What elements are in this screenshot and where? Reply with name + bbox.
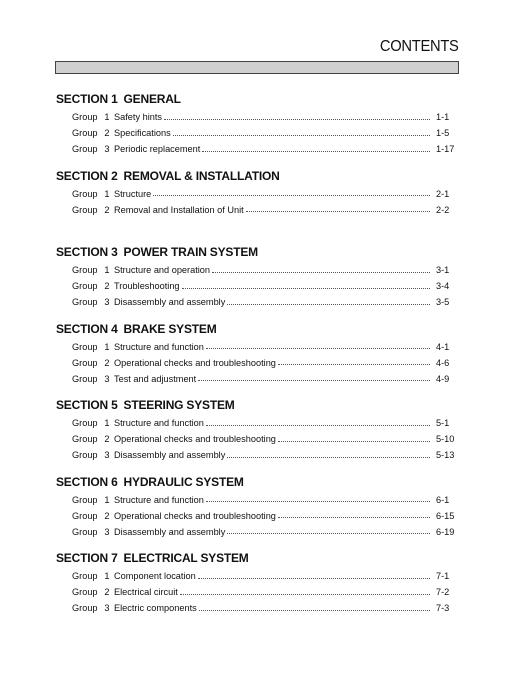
entry-title: Test and adjustment (114, 373, 197, 384)
page-number: 7-2 (436, 587, 450, 597)
group-label (72, 600, 114, 616)
group-label (72, 508, 114, 524)
toc-section (56, 168, 456, 245)
page-number: 6-15 (436, 510, 455, 521)
group-word: Group (72, 281, 98, 291)
entry-title: Structure and function (114, 341, 204, 352)
group-number: 1 (104, 341, 110, 352)
group-number: 1 (104, 494, 110, 505)
group-label (72, 339, 114, 355)
group-label (72, 355, 114, 371)
entry-title: Safety hints (114, 112, 163, 122)
group-label (72, 262, 114, 278)
group-label (72, 294, 114, 310)
group-word: Group (72, 510, 98, 521)
page-number: 6-1 (436, 494, 450, 505)
group-number: 1 (104, 418, 110, 428)
entry-title: Structure and function (114, 494, 204, 505)
section-heading (56, 91, 456, 108)
group-label (72, 415, 114, 431)
toc-entry[interactable] (56, 125, 456, 141)
group-word: Group (72, 587, 98, 597)
section-name: STEERING SYSTEM (123, 398, 235, 412)
dot-leader (198, 380, 430, 381)
group-word: Group (72, 265, 98, 275)
group-label (72, 524, 114, 540)
group-word: Group (72, 128, 98, 138)
group-number: 2 (104, 357, 110, 368)
dot-leader (227, 457, 430, 458)
page-number: 1-5 (436, 128, 450, 138)
page-number: 7-3 (436, 603, 450, 613)
group-word: Group (72, 526, 98, 537)
page-title: CONTENTS (380, 38, 459, 55)
dot-leader (206, 348, 430, 349)
entry-title: Electric components (114, 603, 197, 613)
dot-leader (153, 195, 430, 196)
toc-section (56, 321, 456, 398)
group-number: 2 (104, 128, 110, 138)
group-number: 3 (104, 526, 110, 537)
entry-title: Structure and operation (114, 265, 211, 275)
toc-entry[interactable] (56, 186, 456, 202)
group-word: Group (72, 603, 98, 613)
section-label: SECTION 2 (56, 168, 118, 183)
page-number: 7-1 (436, 571, 450, 581)
group-label (72, 431, 114, 447)
group-label (72, 492, 114, 508)
dot-leader (278, 517, 430, 518)
group-number: 2 (104, 510, 110, 521)
section-entries (56, 415, 456, 463)
entry-title: Troubleshooting (114, 281, 180, 291)
group-label (72, 371, 114, 387)
section-name: GENERAL (123, 92, 181, 106)
dot-leader (278, 441, 430, 442)
group-number: 2 (104, 204, 110, 215)
page-number: 5-10 (436, 434, 455, 444)
toc-entry[interactable] (56, 339, 456, 355)
group-number: 1 (104, 188, 110, 199)
entry-title: Structure and function (114, 418, 204, 428)
group-word: Group (72, 204, 98, 215)
section-label: SECTION 5 (56, 398, 118, 412)
group-word: Group (72, 571, 98, 581)
entry-title: Disassembly and assembly (114, 450, 226, 460)
dot-leader (198, 578, 430, 579)
section-entries (56, 109, 456, 157)
group-label (72, 584, 114, 600)
entry-title: Periodic replacement (114, 144, 201, 154)
group-number: 3 (104, 144, 110, 154)
group-label (72, 568, 114, 584)
group-label (72, 109, 114, 125)
page-number: 4-1 (436, 341, 450, 352)
dot-leader (278, 364, 430, 365)
section-label: SECTION 4 (56, 321, 118, 336)
group-word: Group (72, 341, 98, 352)
page-number: 2-2 (436, 204, 450, 215)
dot-leader (206, 501, 430, 502)
toc-entry[interactable] (56, 278, 456, 294)
section-entries (56, 568, 456, 616)
entry-title: Operational checks and troubleshooting (114, 357, 276, 368)
group-label (72, 202, 114, 218)
page-number: 2-1 (436, 188, 450, 199)
toc-entry[interactable] (56, 371, 456, 387)
toc-entry[interactable] (56, 294, 456, 310)
section-entries (56, 186, 456, 218)
section-heading (56, 550, 456, 567)
group-number: 1 (104, 571, 110, 581)
group-word: Group (72, 144, 98, 154)
toc-section (56, 474, 456, 551)
toc-entry[interactable] (56, 141, 456, 157)
group-label (72, 141, 114, 157)
group-word: Group (72, 112, 98, 122)
group-word: Group (72, 418, 98, 428)
toc-entry[interactable] (56, 202, 456, 218)
section-entries (56, 262, 456, 310)
toc-entry[interactable] (56, 447, 456, 463)
group-word: Group (72, 450, 98, 460)
dot-leader (180, 594, 430, 595)
group-number: 3 (104, 373, 110, 384)
group-word: Group (72, 357, 98, 368)
group-label (72, 125, 114, 141)
section-heading (56, 168, 456, 185)
toc-section (56, 91, 456, 168)
toc-entry[interactable] (56, 355, 456, 371)
toc-section (56, 244, 456, 321)
toc-entry[interactable] (56, 415, 456, 431)
section-heading (56, 321, 456, 338)
page-number: 4-6 (436, 357, 450, 368)
toc-entry[interactable] (56, 262, 456, 278)
group-label (72, 278, 114, 294)
toc-entry[interactable] (56, 568, 456, 584)
group-number: 1 (104, 265, 110, 275)
entry-title: Component location (114, 571, 196, 581)
section-name: REMOVAL & INSTALLATION (123, 168, 280, 183)
entry-title: Electrical circuit (114, 587, 178, 597)
dot-leader (212, 272, 430, 273)
section-name: BRAKE SYSTEM (123, 321, 217, 336)
group-word: Group (72, 494, 98, 505)
group-number: 3 (104, 450, 110, 460)
group-label (72, 447, 114, 463)
toc-section (56, 397, 456, 474)
group-label (72, 186, 114, 202)
dot-leader (246, 211, 430, 212)
group-word: Group (72, 373, 98, 384)
toc-entry[interactable] (56, 584, 456, 600)
group-word: Group (72, 188, 98, 199)
page-number: 1-17 (436, 144, 455, 154)
entry-title: Removal and Installation of Unit (114, 204, 244, 215)
section-label: SECTION 1 (56, 92, 118, 106)
group-number: 2 (104, 281, 110, 291)
entry-title: Structure (114, 188, 152, 199)
section-entries (56, 339, 456, 387)
group-number: 2 (104, 587, 110, 597)
section-label: SECTION 6 (56, 474, 118, 489)
entry-title: Operational checks and troubleshooting (114, 434, 276, 444)
dot-leader (173, 135, 430, 136)
toc-entry[interactable] (56, 508, 456, 524)
section-heading (56, 244, 456, 261)
toc-sections (56, 91, 456, 627)
dot-leader (164, 119, 430, 120)
page-number: 3-1 (436, 265, 450, 275)
group-number: 2 (104, 434, 110, 444)
section-label: SECTION 3 (56, 245, 118, 259)
entry-title: Operational checks and troubleshooting (114, 510, 276, 521)
dot-leader (227, 533, 430, 534)
group-number: 3 (104, 297, 110, 307)
dot-leader (227, 304, 430, 305)
dot-leader (206, 425, 430, 426)
entry-title: Specifications (114, 128, 171, 138)
page-number: 5-1 (436, 418, 450, 428)
toc-entry[interactable] (56, 524, 456, 540)
group-number: 1 (104, 112, 110, 122)
section-entries (56, 492, 456, 540)
entry-title: Disassembly and assembly (114, 526, 226, 537)
section-name: HYDRAULIC SYSTEM (123, 474, 244, 489)
toc-entry[interactable] (56, 492, 456, 508)
toc-entry[interactable] (56, 109, 456, 125)
dot-leader (202, 151, 430, 152)
toc-entry[interactable] (56, 431, 456, 447)
section-name: POWER TRAIN SYSTEM (123, 245, 258, 259)
page-number: 6-19 (436, 526, 455, 537)
dot-leader (199, 610, 430, 611)
page-number: 3-4 (436, 281, 450, 291)
group-word: Group (72, 297, 98, 307)
toc-section (56, 550, 456, 627)
title-bar (55, 61, 459, 74)
group-word: Group (72, 434, 98, 444)
group-number: 3 (104, 603, 110, 613)
toc-entry[interactable] (56, 600, 456, 616)
page-number: 1-1 (436, 112, 450, 122)
section-name: ELECTRICAL SYSTEM (123, 551, 249, 565)
dot-leader (182, 288, 430, 289)
page-number: 3-5 (436, 297, 450, 307)
page-number: 5-13 (436, 450, 455, 460)
page-number: 4-9 (436, 373, 450, 384)
section-heading (56, 397, 456, 414)
section-heading (56, 474, 456, 491)
section-label: SECTION 7 (56, 551, 118, 565)
entry-title: Disassembly and assembly (114, 297, 226, 307)
